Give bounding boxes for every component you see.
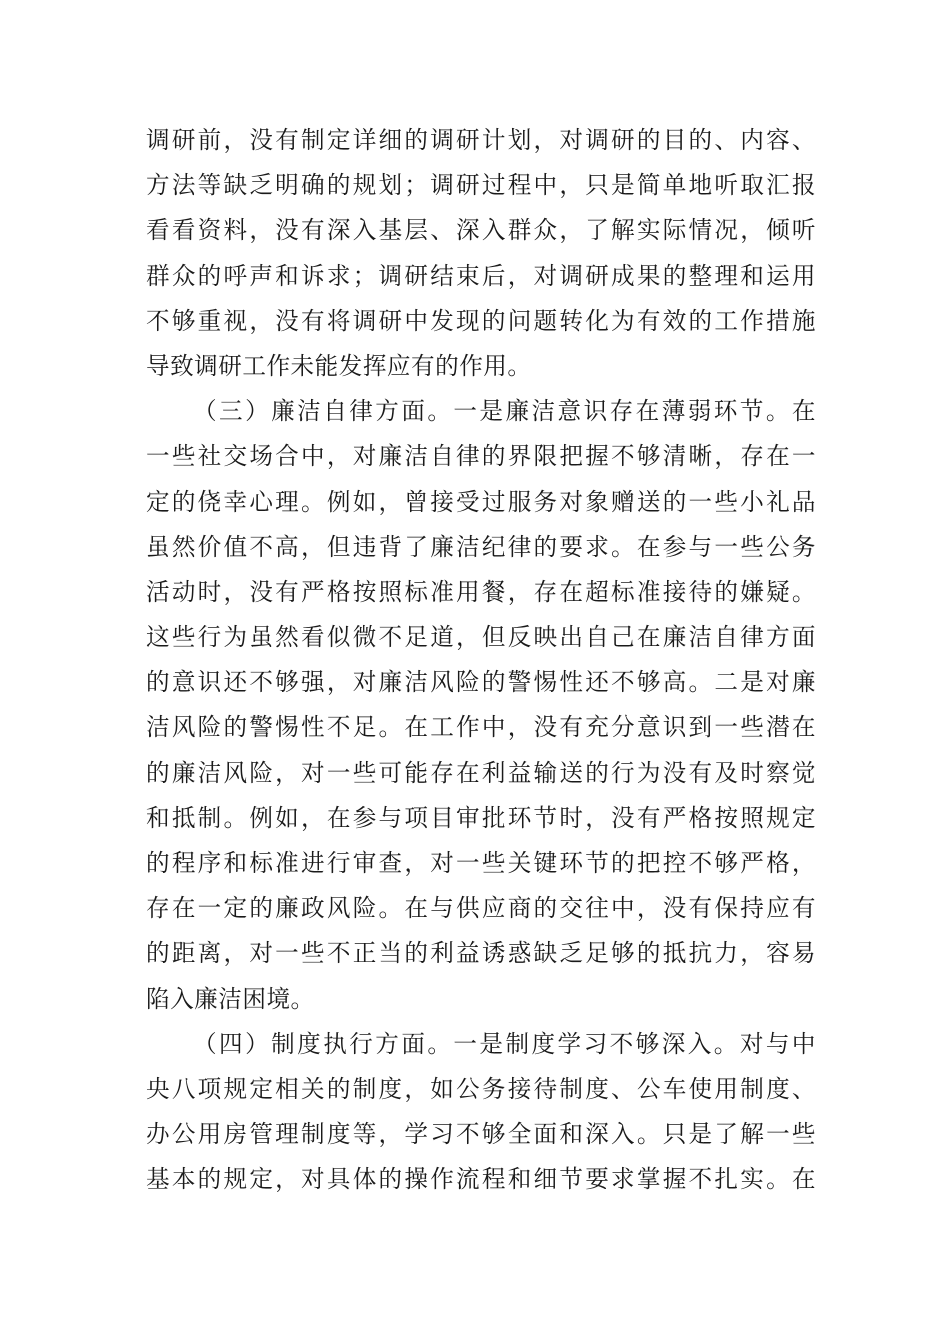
text-line: 不够重视，没有将调研中发现的问题转化为有效的工作措施 (146, 306, 816, 335)
text-line: 办公用房管理制度等，学习不够全面和深入。只是了解一些 (146, 1120, 816, 1149)
text-line: 的廉洁风险，对一些可能存在利益输送的行为没有及时察觉 (146, 758, 816, 787)
text-line: 活动时，没有严格按照标准用餐，存在超标准接待的嫌疑。 (146, 577, 816, 606)
paragraph-institution (146, 1022, 816, 1203)
text-line: 导致调研工作未能发挥应有的作用。 (146, 351, 532, 380)
text-line: 陷入廉洁困境。 (146, 984, 315, 1013)
text-line: 一些社交场合中，对廉洁自律的界限把握不够清晰，存在一 (146, 442, 816, 471)
section-heading-line: （四）制度执行方面。一是制度学习不够深入。对与中 (193, 1029, 816, 1058)
paragraph-integrity (146, 389, 816, 1022)
text-line: 虽然价值不高，但违背了廉洁纪律的要求。在参与一些公务 (146, 532, 816, 561)
section-heading-line: （三）廉洁自律方面。一是廉洁意识存在薄弱环节。在 (193, 397, 816, 426)
paragraph-research (146, 118, 816, 389)
text-line: 看看资料，没有深入基层、深入群众，了解实际情况，倾听 (146, 216, 816, 245)
text-line: 洁风险的警惕性不足。在工作中，没有充分意识到一些潜在 (146, 713, 816, 742)
text-line: 方法等缺乏明确的规划；调研过程中，只是简单地听取汇报 (146, 171, 816, 200)
text-line: 存在一定的廉政风险。在与供应商的交往中，没有保持应有 (146, 894, 816, 923)
text-line: 的程序和标准进行审查，对一些关键环节的把控不够严格， (146, 849, 816, 877)
text-line: 这些行为虽然看似微不足道，但反映出自己在廉洁自律方面 (146, 623, 816, 652)
text-line: 的意识还不够强，对廉洁风险的警惕性还不够高。二是对廉 (146, 668, 816, 697)
text-line: 群众的呼声和诉求；调研结束后，对调研成果的整理和运用 (146, 261, 816, 290)
text-line: 的距离，对一些不正当的利益诱惑缺乏足够的抵抗力，容易 (146, 939, 816, 968)
text-line: 和抵制。例如，在参与项目审批环节时，没有严格按照规定 (146, 803, 816, 832)
text-line: 基本的规定，对具体的操作流程和细节要求掌握不扎实。在 (146, 1165, 816, 1194)
text-line: 定的侥幸心理。例如，曾接受过服务对象赠送的一些小礼品 (146, 487, 816, 516)
text-line: 央八项规定相关的制度，如公务接待制度、公车使用制度、 (146, 1074, 816, 1103)
document-body (146, 118, 816, 1203)
text-line: 调研前，没有制定详细的调研计划，对调研的目的、内容、 (146, 126, 816, 154)
